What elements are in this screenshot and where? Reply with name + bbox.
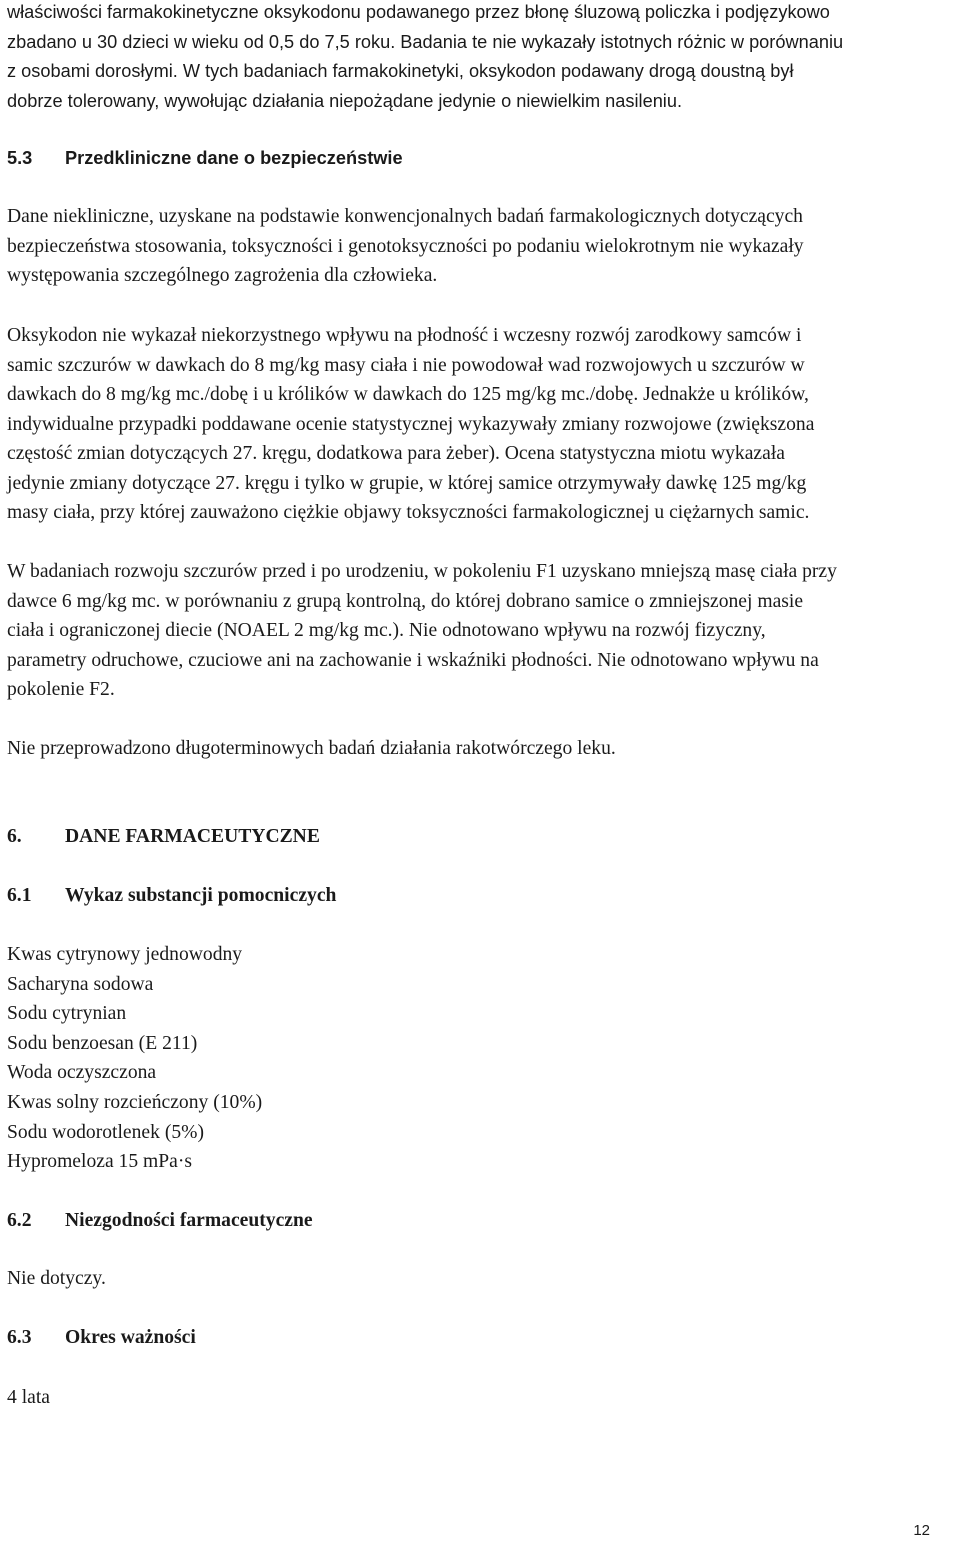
page-number: 12 <box>913 1522 930 1539</box>
text-line: Nie przeprowadzono długoterminowych badań działania rakotwórczego leku. <box>7 738 616 759</box>
section-title: Okres ważności <box>65 1327 196 1348</box>
section-number: 6. <box>7 826 22 847</box>
paragraph-nonclinical <box>7 202 953 291</box>
list-item: Sodu cytrynian <box>7 1003 127 1025</box>
text-line: jedynie zmiany dotyczące 27. kręgu i tylko w grupie, w której samice otrzymywały dawkę 125 mg/kg <box>7 472 807 494</box>
section-6-heading <box>7 822 953 852</box>
list-item: Kwas solny rozcieńczony (10%) <box>7 1091 263 1113</box>
list-item: Sodu wodorotlenek (5%) <box>7 1121 204 1143</box>
section-5-3-heading <box>7 144 953 174</box>
text-line: dawce 6 mg/kg mc. w porównaniu z grupą kontrolną, do której dobrano samice o zmniejszonej masie <box>7 590 804 612</box>
text-line: bezpieczeństwa stosowania, toksyczności i genotoksyczności po podaniu wielokrotnym nie wykazały <box>7 235 804 257</box>
text-line: ciała i ograniczonej diecie (NOAEL 2 mg/kg mc.). Nie odnotowano wpływu na rozwój fizyczny, <box>7 620 766 641</box>
text-line: Dane niekliniczne, uzyskane na podstawie konwencjonalnych badań farmakologicznych dotyczących <box>7 206 803 227</box>
text-line: samic szczurów w dawkach do 8 mg/kg masy ciała i nie powodował wad rozwojowych u szczurów w <box>7 354 805 376</box>
incompatibilities-text: Nie dotyczy. <box>7 1268 106 1289</box>
text-line: indywidualne przypadki poddawane ocenie statystycznej wykazywały zmiany rozwojowe (zwiększona <box>7 413 815 435</box>
paragraph-carcinogenicity <box>7 734 953 764</box>
text-line: pokolenie F2. <box>7 679 115 700</box>
text-line: dobrze tolerowany, wywołując działania niepożądane jedynie o niewielkim nasileniu. <box>7 90 683 111</box>
text-line: zbadano u 30 dzieci w wieku od 0,5 do 7,5 roku. Badania te nie wykazały istotnych różnic w porównaniu <box>7 31 844 52</box>
text-line: masy ciała, przy której zauważono ciężkie objawy toksyczności farmakologicznej u ciężarnych samic. <box>7 502 810 523</box>
section-6-1-heading <box>7 881 953 911</box>
list-item: Sacharyna sodowa <box>7 973 154 995</box>
text-line: częstość zmian dotyczących 27. kręgu, dodatkowa para żeber). Ocena statystyczna miotu wykazała <box>7 443 785 464</box>
section-title: Niezgodności farmaceutyczne <box>65 1210 313 1231</box>
list-item: Kwas cytrynowy jednowodny <box>7 944 243 965</box>
section-title: Przedkliniczne dane o bezpieczeństwie <box>65 148 403 168</box>
section-title: Wykaz substancji pomocniczych <box>65 885 337 906</box>
list-item: Sodu benzoesan (E 211) <box>7 1032 198 1054</box>
text-line: występowania szczególnego zagrożenia dla człowieka. <box>7 265 438 286</box>
paragraph-fertility <box>7 321 953 528</box>
section-number: 6.1 <box>7 885 32 906</box>
intro-paragraph <box>7 0 953 116</box>
text-line: właściwości farmakokinetyczne oksykodonu podawanego przez błonę śluzową policzka i podjęzykowo <box>7 2 830 22</box>
section-number: 6.3 <box>7 1327 32 1348</box>
text-line: z osobami dorosłymi. W tych badaniach farmakokinetyki, oksykodon podawany drogą doustną był <box>7 61 794 81</box>
section-6-3-heading <box>7 1323 953 1353</box>
section-6-2-heading <box>7 1206 953 1236</box>
section-number: 6.2 <box>7 1210 32 1231</box>
text-line: W badaniach rozwoju szczurów przed i po urodzeniu, w pokoleniu F1 uzyskano mniejszą masę ciała przy <box>7 561 837 582</box>
list-item: Hypromeloza 15 mPa·s <box>7 1151 193 1173</box>
paragraph-development <box>7 557 953 705</box>
text-line: parametry odruchowe, czuciowe ani na zachowanie i wskaźniki płodności. Nie odnotowano wpływu na <box>7 649 819 671</box>
excipients-list <box>7 940 953 1177</box>
section-title: DANE FARMACEUTYCZNE <box>65 826 320 847</box>
text-line: Oksykodon nie wykazał niekorzystnego wpływu na płodność i wczesny rozwój zarodkowy samców i <box>7 325 802 346</box>
text-line: dawkach do 8 mg/kg mc./dobę i u królików w dawkach do 125 mg/kg mc./dobę. Jednakże u królików, <box>7 384 809 405</box>
list-item: Woda oczyszczona <box>7 1062 157 1084</box>
shelf-life-text: 4 lata <box>7 1387 50 1408</box>
section-number: 5.3 <box>7 148 33 168</box>
